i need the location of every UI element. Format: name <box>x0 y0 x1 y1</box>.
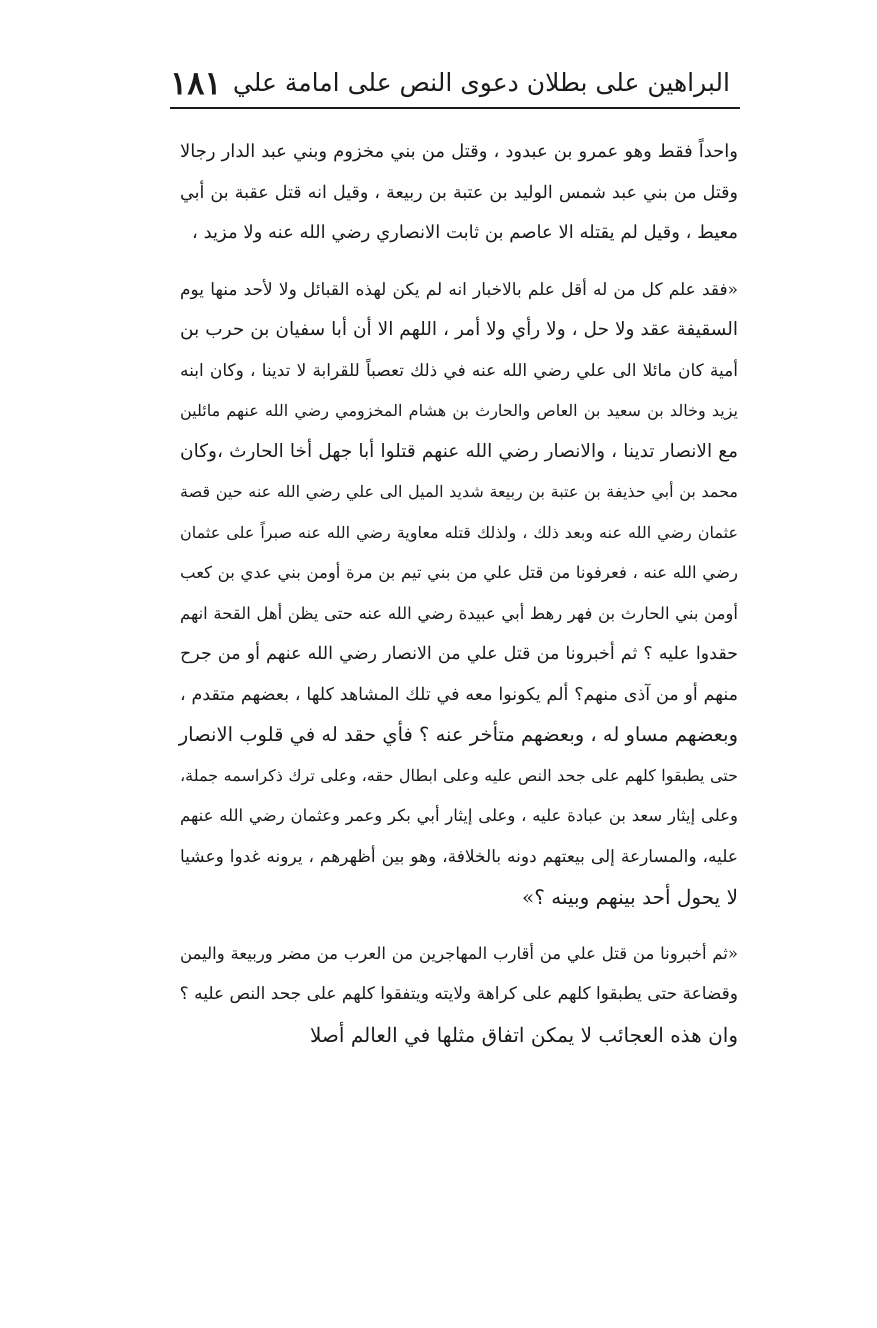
text-line: وان هذه العجائب لا يمكن اتفاق مثلها في العالم أصلا <box>310 1022 738 1047</box>
text-line: لا يحول أحد بينهم وبينه ؟» <box>522 885 738 909</box>
text-line: معيط ، وقيل لم يقتله الا عاصم بن ثابت الانصاري رضي الله عنه ولا مزيد ، <box>192 222 738 243</box>
text-line: حقدوا عليه ؟ ثم أخبرونا من قتل علي من الانصار رضي الله عنهم أو من جرح <box>180 644 738 664</box>
text-line: وقتل من بني عبد شمس الوليد بن عتبة بن ربيعة ، وقيل انه قتل عقبة بن أبي <box>180 182 738 203</box>
paragraph-1 <box>180 132 738 254</box>
paragraph-2 <box>180 270 738 918</box>
text-line: أمية كان مائلا الى علي رضي الله عنه في ذلك تعصباً للقرابة لا تدينا ، وكان ابنه <box>180 360 738 381</box>
text-line: وعلى إيثار سعد بن عبادة عليه ، وعلى إيثار أبي بكر وعمر وعثمان رضي الله عنهم <box>180 806 738 825</box>
text-line: محمد بن أبي حذيفة بن عتبة بن ربيعة شديد الميل الى علي رضي الله عنه حين قصة <box>180 482 738 501</box>
text-line: واحداً فقط وهو عمرو بن عبدود ، وقتل من بني مخزوم وبني عبد الدار رجالا <box>180 141 738 162</box>
header-rule <box>170 107 740 109</box>
text-line: أومن بني الحارث بن فهر رهط أبي عبيدة رضي الله عنه حتى يظن أهل القحة انهم <box>180 603 738 623</box>
running-title: البراهين على بطلان دعوى النص على امامة علي <box>232 68 730 97</box>
page-number: ١٨١ <box>170 64 222 102</box>
paragraph-3 <box>180 934 738 1056</box>
text-line: رضي الله عنه ، فعرفونا من قتل علي من بني تيم بن مرة أومن بني عدي بن كعب <box>180 563 738 582</box>
text-line: عليه، والمسارعة إلى بيعتهم دونه بالخلافة، وهو بين أظهرهم ، يرونه غدوا وعشيا <box>180 846 738 867</box>
text-line: «فقد علم كل من له أقل علم بالاخبار انه لم يكن لهذه القبائل ولا لأحد منها يوم <box>180 279 738 300</box>
text-line: منهم أو من آذى منهم؟ ألم يكونوا معه في تلك المشاهد كلها ، بعضهم متقدم ، <box>180 684 738 705</box>
text-line: حتى يطبقوا كلهم على جحد النص عليه وعلى ابطال حقه، وعلى ترك ذكراسمه جملة، <box>180 765 738 785</box>
body-text <box>180 132 738 1055</box>
text-line: السقيفة عقد ولا حل ، ولا رأي ولا أمر ، اللهم الا أن أبا سفيان بن حرب بن <box>180 319 738 340</box>
text-line: وبعضهم مساو له ، وبعضهم متأخر عنه ؟ فأي حقد له في قلوب الانصار <box>178 723 738 746</box>
text-line: عثمان رضي الله عنه وبعد ذلك ، ولذلك قتله معاوية رضي الله عنه صبراً على عثمان <box>180 522 738 542</box>
text-line: «ثم أخبرونا من قتل علي من أقارب المهاجرين من العرب من مضر وربيعة واليمن <box>180 943 738 963</box>
text-line: يزيد وخالد بن سعيد بن العاص والحارث بن هشام المخزومي رضي الله عنهم مائلين <box>180 401 738 420</box>
text-line: وقضاعة حتى يطبقوا كلهم على كراهة ولايته ويتفقوا كلهم على جحد النص عليه ؟ <box>179 984 738 1004</box>
page-header <box>170 64 730 102</box>
text-line: مع الانصار تدينا ، والانصار رضي الله عنهم قتلوا أبا جهل أخا الحارث ،وكان <box>180 440 738 462</box>
